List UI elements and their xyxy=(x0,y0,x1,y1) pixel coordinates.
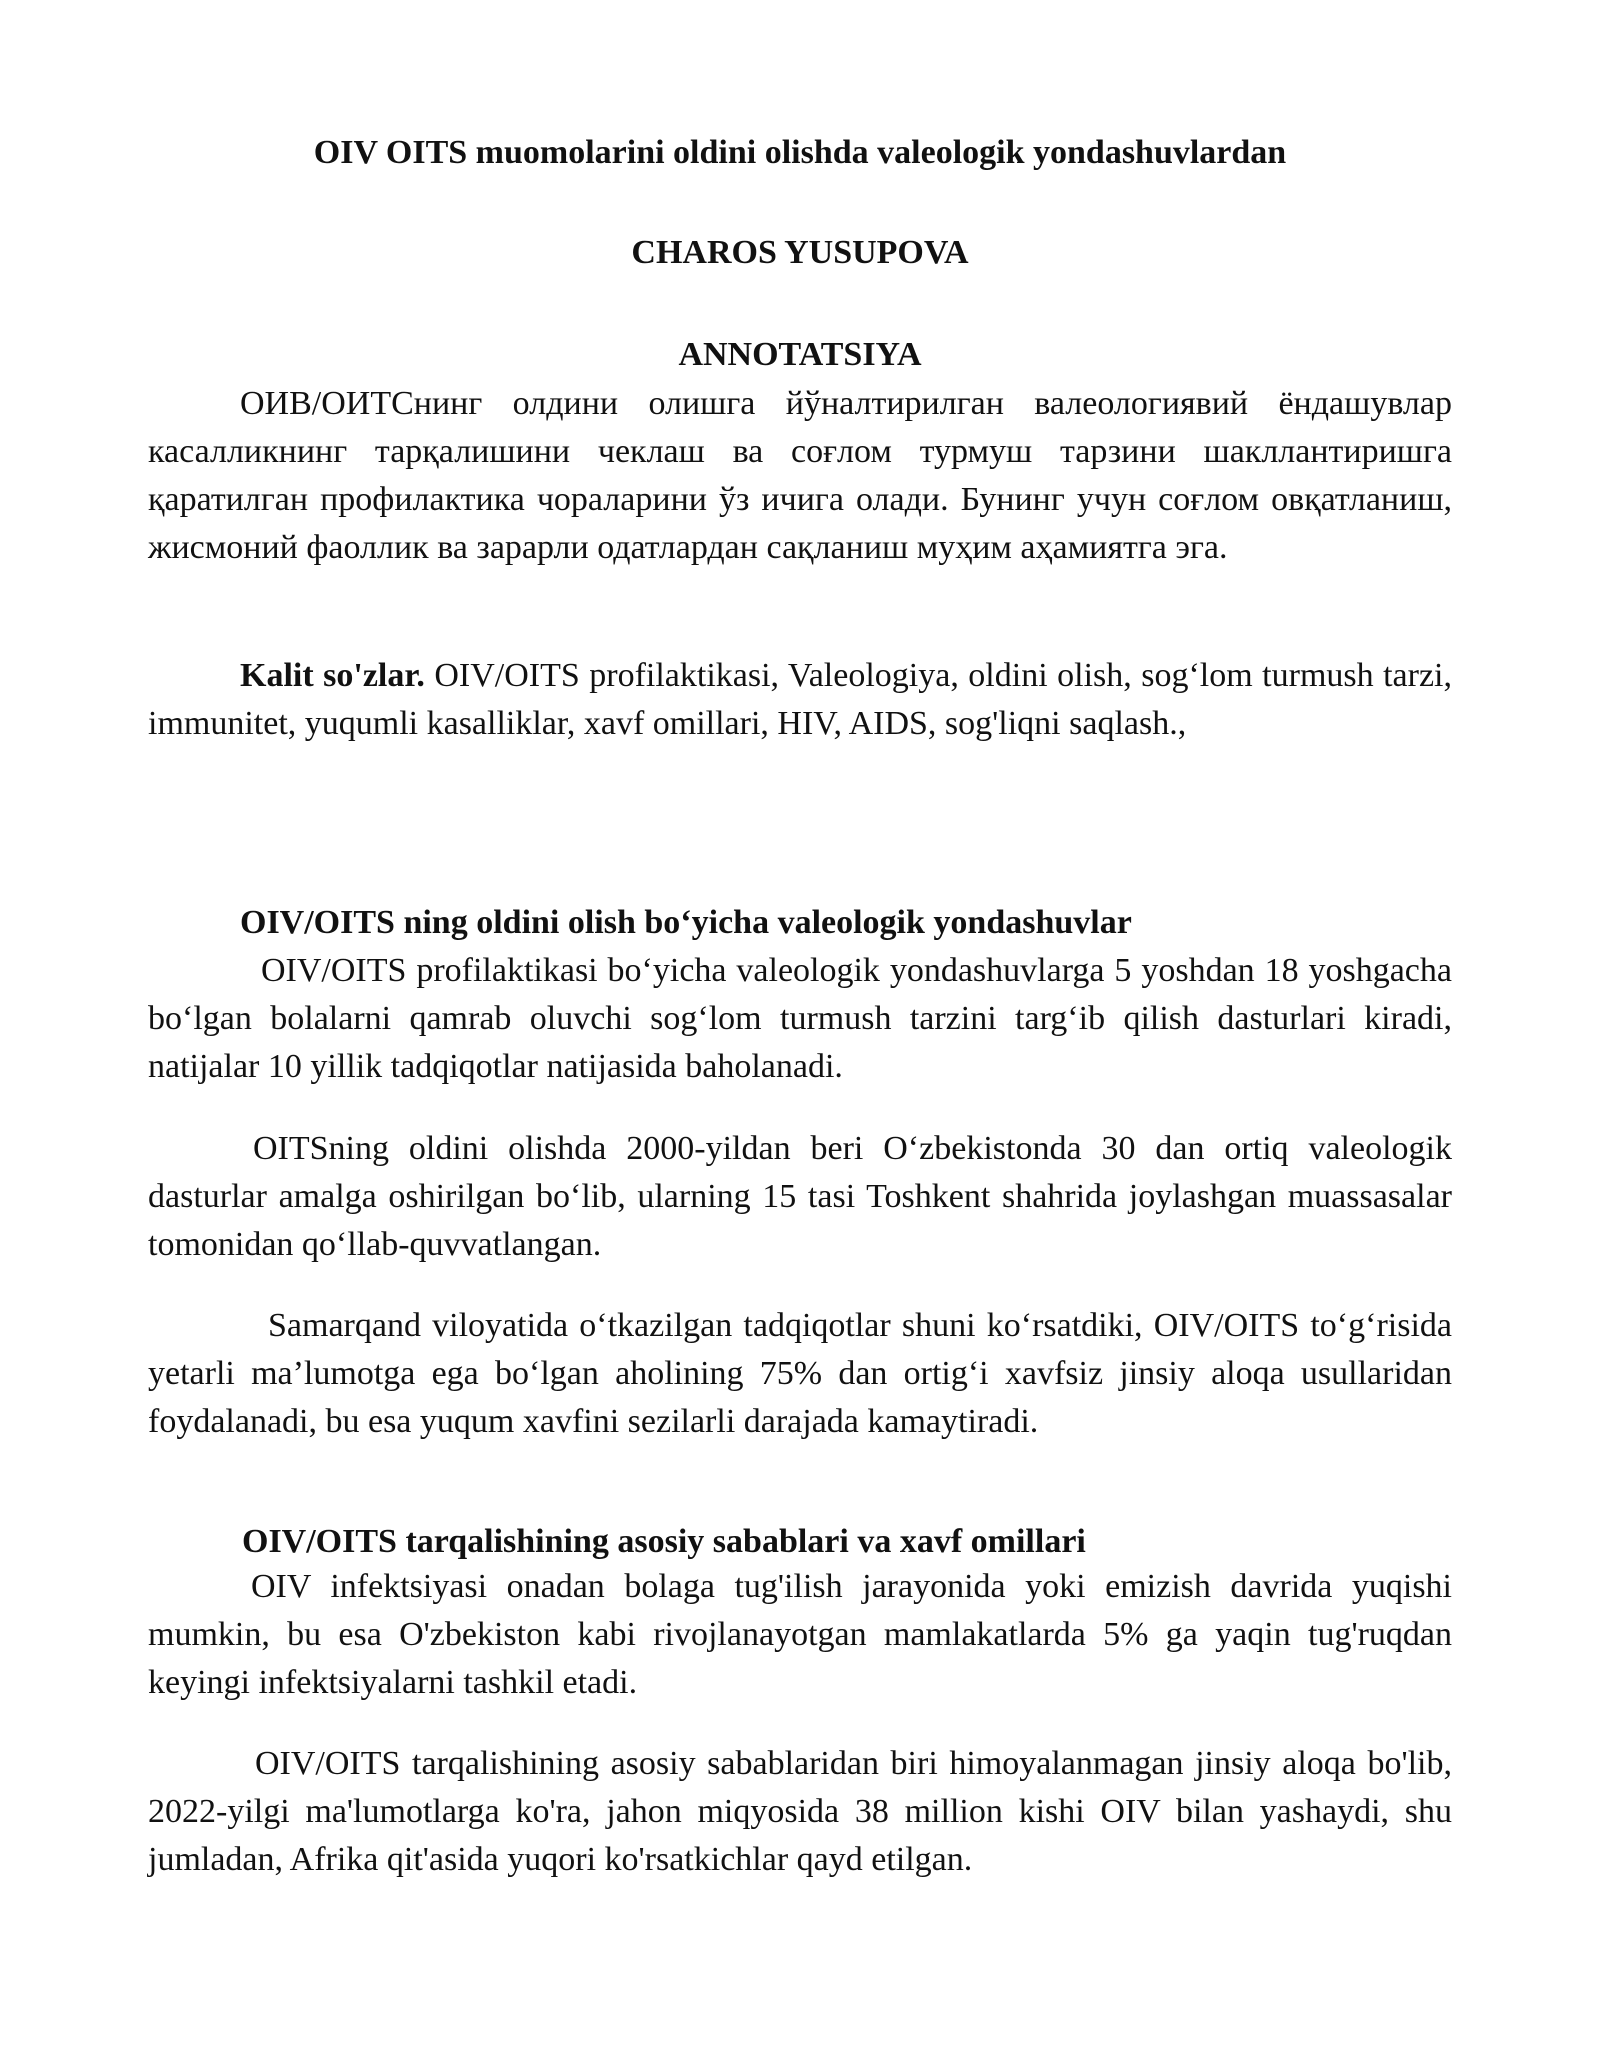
body-paragraph: Samarqand viloyatida o‘tkazilgan tadqiqotlar shuni ko‘rsatdiki, OIV/OITS to‘g‘risida yetarli ma’lumotga ega bo‘lgan aholining 75% dan ortig‘i xavfsiz jinsiy aloqa usullaridan foydalanadi, bu esa yuqum xavfini sezilarli darajada kamaytiradi. xyxy=(148,1307,1452,1440)
body-paragraph: OITSning oldini olishda 2000-yildan beri O‘zbekistonda 30 dan ortiq valeologik dasturlar amalga oshirilgan bo‘lib, ularning 15 tasi Toshkent shahrida joylashgan muassasalar tomonidan qo‘llab-quvvatlangan. xyxy=(148,1130,1452,1263)
keywords-paragraph xyxy=(148,652,1452,748)
annotation-paragraph: ОИВ/ОИТСнинг олдини олишга йўналтирилган валеологиявий ёндашувлар касалликнинг тарқалишини чеклаш ва соғлом турмуш тарзини шакллантиришга қаратилган профилактика чораларини ўз ичига олади. Бунинг учун соғлом овқатланиш, жисмоний фаоллик ва зарарли одатлардан сақланиш муҳим аҳамиятга эга. xyxy=(148,385,1452,566)
author-name: CHAROS YUSUPOVA xyxy=(631,234,969,271)
keywords-text: OIV/OITS profilaktikasi, Valeologiya, oldini olish, sog‘lom turmush tarzi, immunitet, yuqumli kasalliklar, xavf omillari, HIV, AIDS, sog'liqni saqlash., xyxy=(148,657,1452,742)
section-heading: OIV/OITS tarqalishining asosiy sabablari va xavf omillari xyxy=(242,1523,1086,1560)
section-heading: OIV/OITS ning oldini olish bo‘yicha valeologik yondashuvlar xyxy=(240,904,1132,941)
keywords-label: Kalit so'zlar. xyxy=(240,657,425,694)
body-paragraph: OIV/OITS tarqalishining asosiy sabablaridan biri himoyalanmagan jinsiy aloqa bo'lib, 2022-yilgi ma'lumotlarga ko'ra, jahon miqyosida 38 million kishi OIV bilan yashaydi, shu jumladan, Afrika qit'asida yuqori ko'rsatkichlar qayd etilgan. xyxy=(148,1745,1452,1878)
body-paragraph: OIV infektsiyasi onadan bolaga tug'ilish jarayonida yoki emizish davrida yuqishi mumkin, bu esa O'zbekiston kabi rivojlanayotgan mamlakatlarda 5% ga yaqin tug'ruqdan keyingi infektsiyalarni tashkil etadi. xyxy=(148,1568,1452,1701)
body-paragraph: OIV/OITS profilaktikasi bo‘yicha valeologik yondashuvlarga 5 yoshdan 18 yoshgacha bo‘lgan bolalarni qamrab oluvchi sog‘lom turmush tarzini targ‘ib qilish dasturlari kiradi, natijalar 10 yillik tadqiqotlar natijasida baholanadi. xyxy=(148,952,1452,1085)
annotation-heading: ANNOTATSIYA xyxy=(678,336,922,373)
document-title: OIV OITS muomolarini oldini olishda valeologik yondashuvlardan xyxy=(313,134,1287,171)
